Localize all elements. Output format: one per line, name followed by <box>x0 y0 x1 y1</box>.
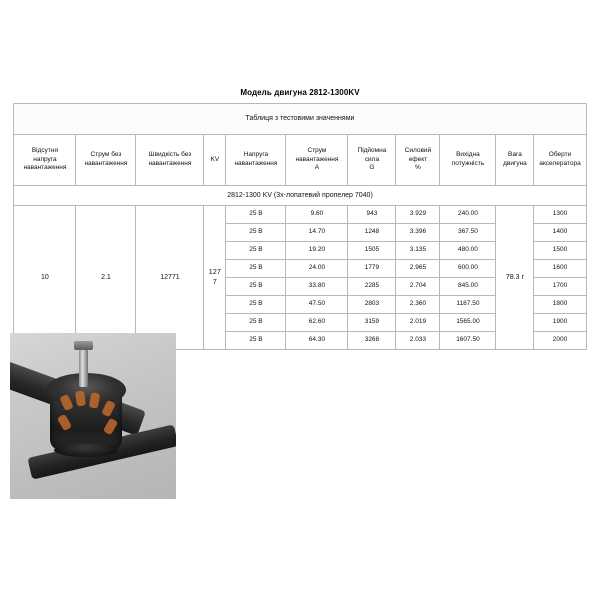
table-caption-row <box>14 104 586 135</box>
motor-photo-image <box>10 333 176 499</box>
cell-thrust: 2803 <box>348 296 396 314</box>
cell-load-voltage: 25 В <box>226 332 286 350</box>
cell-load-current: 64.30 <box>286 332 348 350</box>
cell-throttle-rpm: 1400 <box>534 224 586 242</box>
cell-no-load-current: 2.1 <box>76 206 136 350</box>
cell-load-current: 19.20 <box>286 242 348 260</box>
cell-output-power: 240.00 <box>440 206 496 224</box>
cell-load-voltage: 25 В <box>226 206 286 224</box>
motor-vent <box>75 390 86 406</box>
cell-load-voltage: 25 В <box>226 314 286 332</box>
motor-base <box>54 443 118 457</box>
cell-efficiency: 2.704 <box>396 278 440 296</box>
cell-efficiency: 2.033 <box>396 332 440 350</box>
motor-photo <box>10 333 176 499</box>
cell-thrust: 3159 <box>348 314 396 332</box>
cell-no-load-speed: 12771 <box>136 206 204 350</box>
cell-output-power: 1187.50 <box>440 296 496 314</box>
cell-thrust: 3268 <box>348 332 396 350</box>
cell-load-voltage: 25 В <box>226 278 286 296</box>
cell-efficiency: 2.965 <box>396 260 440 278</box>
cell-load-current: 47.50 <box>286 296 348 314</box>
cell-throttle-rpm: 1500 <box>534 242 586 260</box>
col-header-no-load-speed: Швидкість без навантаження <box>136 135 204 186</box>
cell-load-current: 24.00 <box>286 260 348 278</box>
col-header-efficiency: Силовий ефект % <box>396 135 440 186</box>
col-header-load-voltage: Напруга навантаження <box>226 135 286 186</box>
cell-load-current: 9.60 <box>286 206 348 224</box>
cell-output-power: 480.00 <box>440 242 496 260</box>
cell-thrust: 1248 <box>348 224 396 242</box>
cell-thrust: 1505 <box>348 242 396 260</box>
cell-efficiency: 3.135 <box>396 242 440 260</box>
cell-throttle-rpm: 2000 <box>534 332 586 350</box>
cell-output-power: 845.00 <box>440 278 496 296</box>
col-header-kv: KV <box>204 135 226 186</box>
cell-thrust: 943 <box>348 206 396 224</box>
cell-load-voltage: 25 В <box>226 224 286 242</box>
cell-load-current: 62.60 <box>286 314 348 332</box>
cell-no-load-voltage: 10 <box>14 206 76 350</box>
cell-thrust: 1779 <box>348 260 396 278</box>
cell-throttle-rpm: 1900 <box>534 314 586 332</box>
table-caption: Таблиця з тестовими значеннями <box>14 104 586 135</box>
motor-shaft <box>79 345 88 387</box>
motor-spec-table <box>13 103 586 350</box>
cell-load-voltage: 25 В <box>226 260 286 278</box>
model-subheader-row <box>14 186 586 206</box>
cell-output-power: 1565.00 <box>440 314 496 332</box>
table-row <box>14 206 586 224</box>
col-header-throttle-rpm: Оберти акселератора <box>534 135 586 186</box>
page-title: Модель двигуна 2812-1300KV <box>240 88 360 97</box>
cell-load-voltage: 25 В <box>226 296 286 314</box>
cell-output-power: 1607.50 <box>440 332 496 350</box>
col-header-load-current: Струм навантаження A <box>286 135 348 186</box>
cell-output-power: 600.00 <box>440 260 496 278</box>
col-header-output-power: Вихідна потужність <box>440 135 496 186</box>
cell-thrust: 2285 <box>348 278 396 296</box>
cell-load-current: 33.80 <box>286 278 348 296</box>
cell-efficiency: 3.396 <box>396 224 440 242</box>
cell-throttle-rpm: 1700 <box>534 278 586 296</box>
cell-motor-weight: 78.3 г <box>496 206 534 350</box>
cell-throttle-rpm: 1600 <box>534 260 586 278</box>
motor-shaft-nut <box>74 341 93 350</box>
cell-throttle-rpm: 1300 <box>534 206 586 224</box>
cell-efficiency: 3.929 <box>396 206 440 224</box>
col-header-motor-weight: Вага двигуна <box>496 135 534 186</box>
col-header-no-load-voltage: Відсутня напруга навантаження <box>14 135 76 186</box>
model-label: 2812-1300 KV (3х-лопатевий пропелер 7040) <box>14 186 586 206</box>
col-header-thrust: Підйомна сила G <box>348 135 396 186</box>
cell-output-power: 367.50 <box>440 224 496 242</box>
cell-load-current: 14.70 <box>286 224 348 242</box>
cell-load-voltage: 25 В <box>226 242 286 260</box>
cell-throttle-rpm: 1800 <box>534 296 586 314</box>
cell-efficiency: 2.019 <box>396 314 440 332</box>
cell-kv: 127 7 <box>204 206 226 350</box>
cell-efficiency: 2.360 <box>396 296 440 314</box>
col-header-no-load-current: Струм без навантаження <box>76 135 136 186</box>
table-header-row <box>14 135 586 186</box>
